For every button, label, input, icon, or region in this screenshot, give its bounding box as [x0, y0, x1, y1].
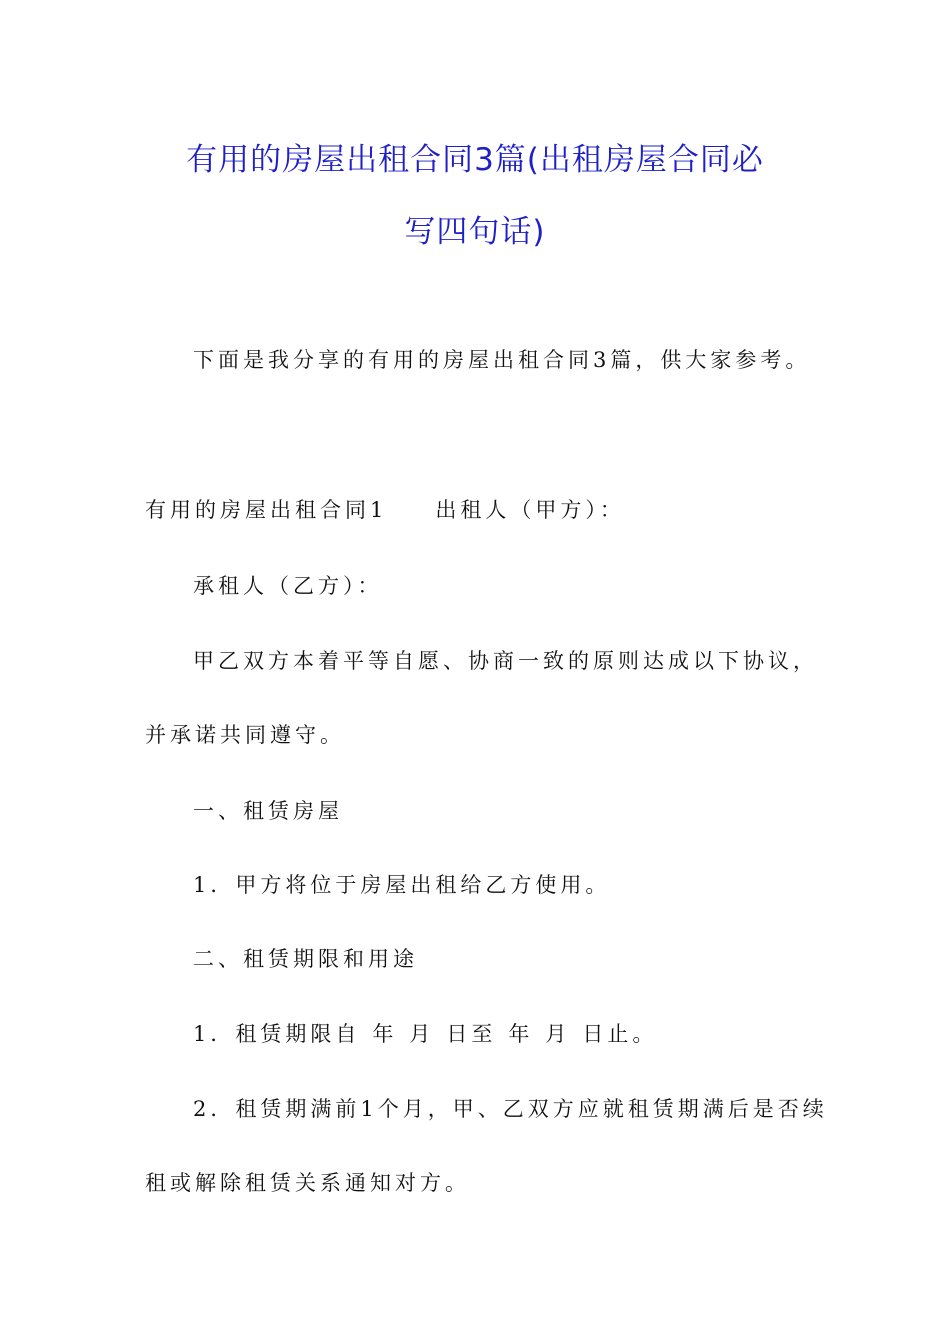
lessee-label: 承租人（乙方）：	[193, 574, 383, 598]
agreement-paragraph-line-1: 甲乙双方本着平等自愿、协商一致的原则达成以下协议，	[193, 649, 818, 673]
agreement-paragraph-line-2: 并承诺共同遵守。	[145, 723, 345, 747]
intro-paragraph: 下面是我分享的有用的房屋出租合同3篇，供大家参考。	[193, 348, 811, 372]
section-2-title: 二、租赁期限和用途	[193, 947, 418, 971]
section-2-item-2-line-2: 租或解除租赁关系通知对方。	[145, 1171, 470, 1195]
lease-term-day-to: 日至	[446, 1022, 497, 1046]
document-title-line-2: 写四句话)	[404, 214, 546, 250]
section-1-title: 一、租赁房屋	[193, 799, 343, 823]
section-1-item-1: 1．甲方将位于房屋出租给乙方使用。	[193, 873, 611, 897]
section-2-item-1	[193, 1018, 657, 1048]
lease-term-start-label: 1．租赁期限自	[193, 1022, 361, 1046]
lease-term-month-2: 月	[545, 1022, 571, 1046]
lease-term-day-end: 日止。	[582, 1022, 658, 1046]
lessor-label: 出租人（甲方）：	[435, 498, 625, 522]
section-2-item-2-line-1: 2．租赁期满前1个月，甲、乙双方应就租赁期满后是否续	[193, 1097, 828, 1121]
lease-term-year-1: 年	[372, 1022, 398, 1046]
lease-term-month-1: 月	[409, 1022, 435, 1046]
lease-term-year-2: 年	[508, 1022, 534, 1046]
contract-heading: 有用的房屋出租合同1	[145, 498, 388, 522]
document-title-line-1: 有用的房屋出租合同3篇(出租房屋合同必	[186, 142, 764, 178]
contract-heading-row	[145, 494, 625, 524]
